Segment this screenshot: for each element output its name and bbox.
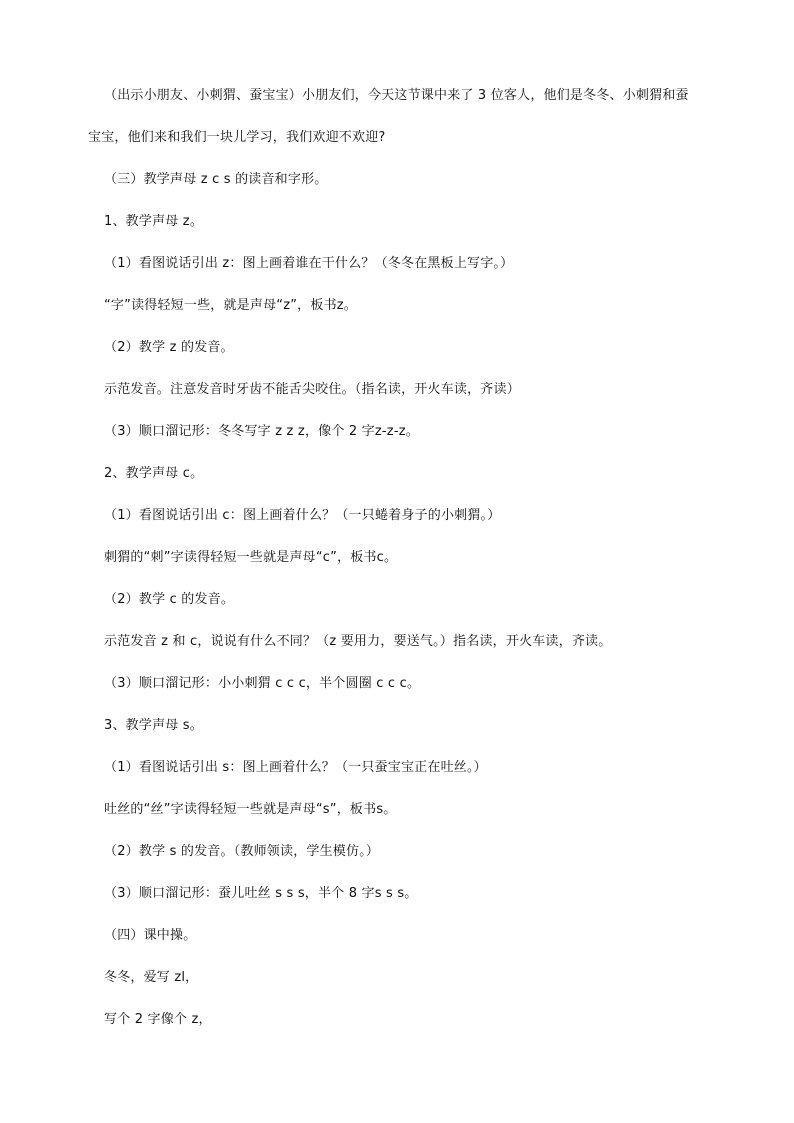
paragraph: 示范发音 z 和 c，说说有什么不同？（z 要用力，要送气。）指名读，开火车读，齐读。 [104,634,612,649]
paragraph: （2）教学 z 的发音。 [104,340,234,355]
paragraph: （1）看图说话引出 z：图上画着谁在干什么？（冬冬在黑板上写字。） [104,256,514,271]
subheading-z: 1、教学声母 z。 [104,214,204,229]
paragraph: （3）顺口溜记形：蚕儿吐丝 s s s，半个 8 字s s s。 [104,886,418,901]
paragraph: （3）顺口溜记形：小小刺猬 c c c，半个圆圈 c c c。 [104,676,421,691]
paragraph: “字”读得轻短一些，就是声母“z”，板书z。 [104,298,357,313]
section-heading-4: （四）课中操。 [104,928,197,943]
paragraph: 吐丝的“丝”字读得轻短一些就是声母“s”，板书s。 [104,802,397,817]
paragraph-intro: （出示小朋友、小刺猬、蚕宝宝）小朋友们，今天这节课中来了 3 位客人，他们是冬冬、小刺猬和蚕 [104,88,689,103]
subheading-c: 2、教学声母 c。 [104,466,204,481]
rhyme-line: 冬冬，爱写 zl， [104,970,199,985]
paragraph: （1）看图说话引出 s：图上画着什么？（一只蚕宝宝正在吐丝。） [104,760,487,775]
paragraph: （3）顺口溜记形：冬冬写字 z z z，像个 2 字z-z-z。 [104,424,419,439]
rhyme-line: 写个 2 字像个 z， [104,1012,212,1027]
paragraph: （2）教学 s 的发音。（教师领读，学生模仿。） [104,844,380,859]
section-heading-3: （三）教学声母 z c s 的读音和字形。 [104,172,328,187]
paragraph-intro-continued: 宝宝，他们来和我们一块儿学习，我们欢迎不欢迎? [88,130,386,145]
paragraph: 示范发音。注意发音时牙齿不能舌尖咬住。（指名读，开火车读，齐读） [104,382,520,397]
paragraph: （1）看图说话引出 c：图上画着什么？（一只蜷着身子的小刺猬。） [104,508,501,523]
paragraph: （2）教学 c 的发音。 [104,592,235,607]
subheading-s: 3、教学声母 s。 [104,718,203,733]
paragraph: 刺猬的“刺”字读得轻短一些就是声母“c”，板书c。 [104,550,398,565]
